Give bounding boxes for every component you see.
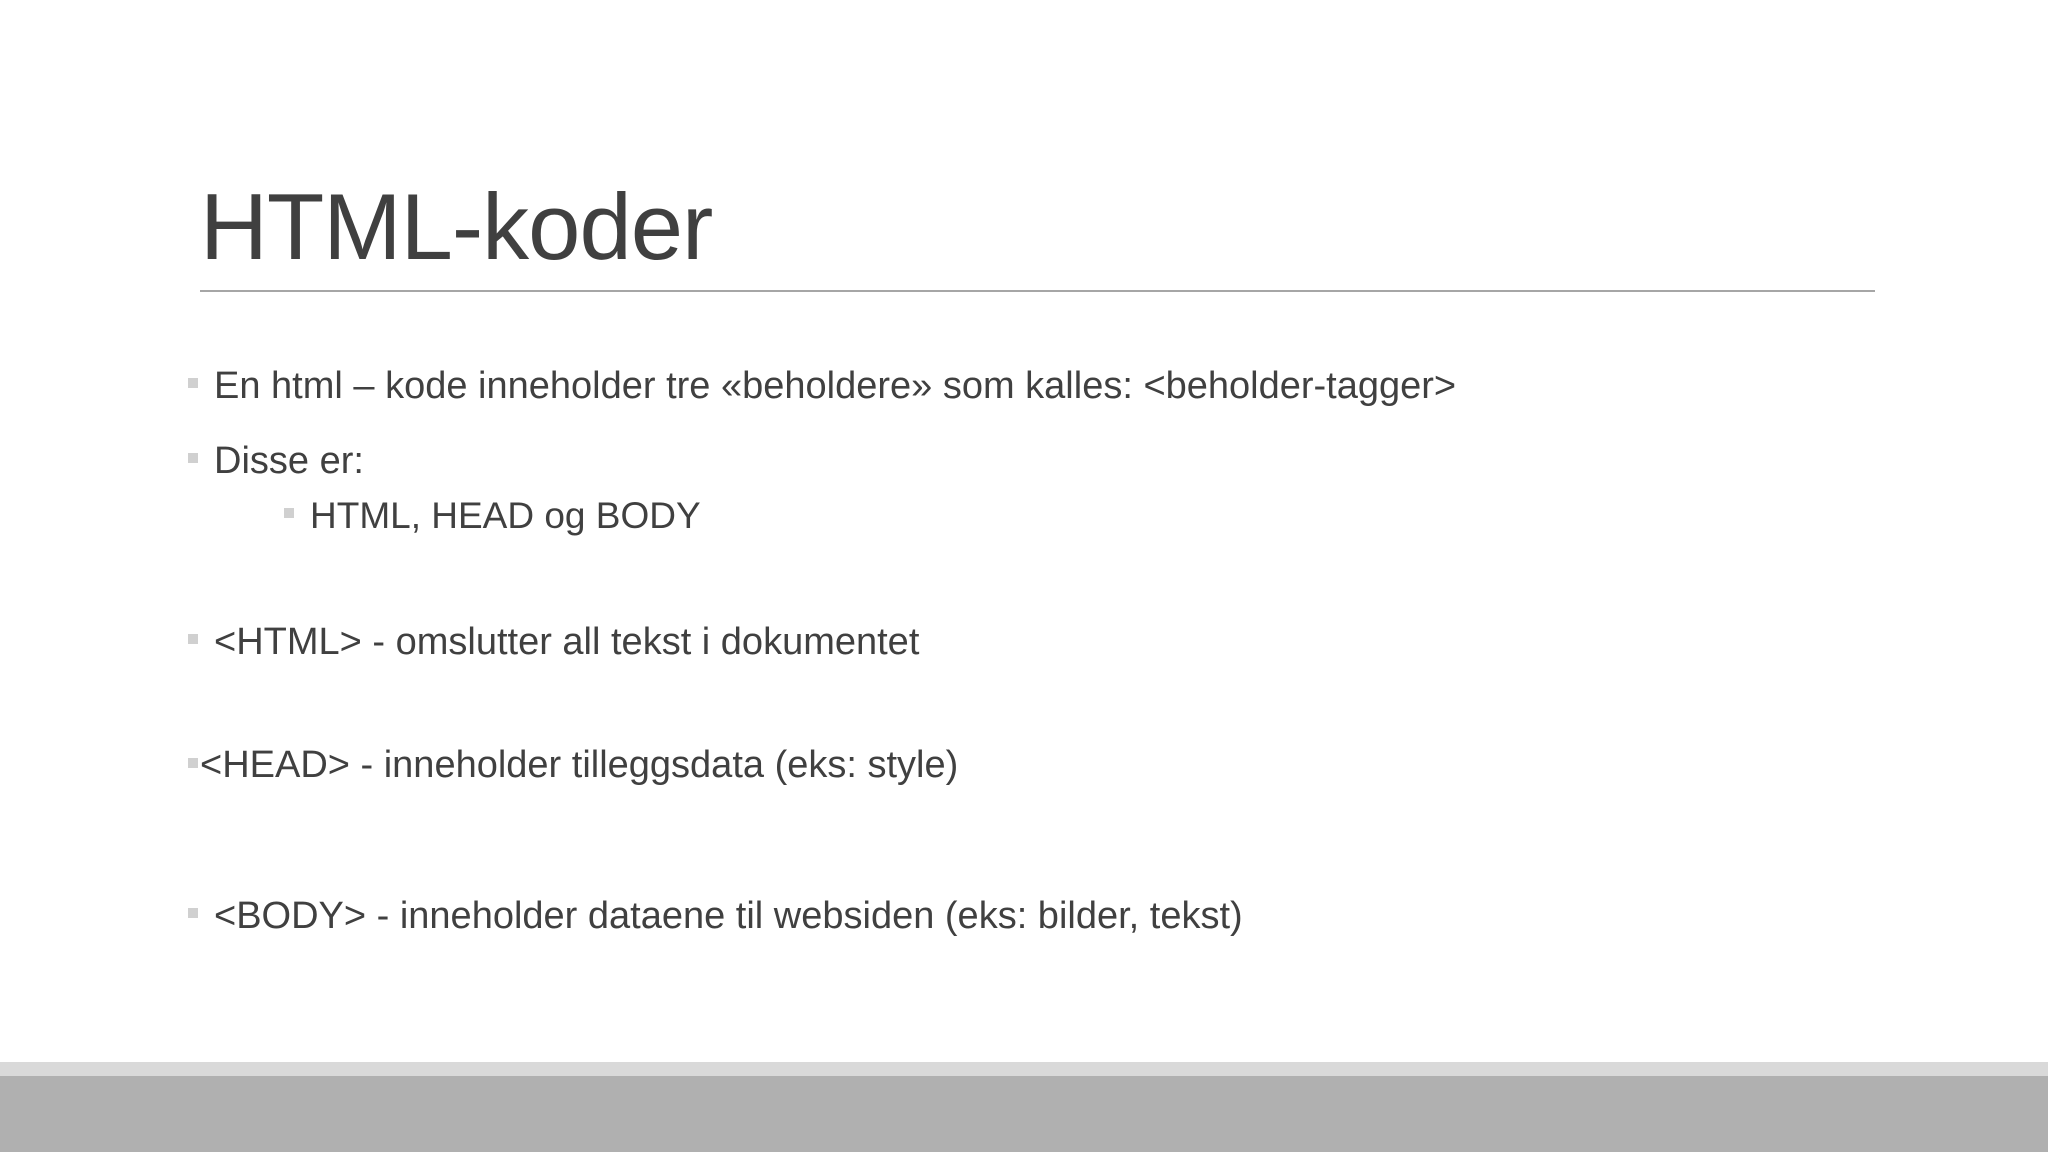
bullet-item: [188, 361, 1456, 411]
square-bullet-icon: [188, 378, 198, 388]
bullet-text: <BODY> - inneholder dataene til websiden (eks: bilder, tekst): [214, 895, 1243, 937]
bullet-item: [188, 740, 958, 790]
footer-band-dark: [0, 1076, 2048, 1152]
bullet-text: <HTML> - omslutter all tekst i dokumentet: [214, 621, 920, 663]
bullet-item: [188, 891, 1243, 941]
footer-band-light: [0, 1062, 2048, 1076]
square-bullet-icon: [284, 508, 294, 518]
bullet-text: Disse er:: [214, 440, 364, 482]
bullet-text: <HEAD> - inneholder tilleggsdata (eks: style): [200, 744, 959, 786]
bullet-item: [188, 436, 364, 486]
slide-title: HTML-koder: [200, 174, 713, 279]
sub-bullet-item: [284, 491, 701, 541]
title-divider: [200, 290, 1875, 292]
bullet-text: En html – kode inneholder tre «beholdere» som kalles: <beholder-tagger>: [214, 365, 1457, 407]
square-bullet-icon: [188, 758, 198, 768]
bullet-text: HTML, HEAD og BODY: [310, 495, 701, 536]
square-bullet-icon: [188, 453, 198, 463]
square-bullet-icon: [188, 634, 198, 644]
bullet-item: [188, 617, 919, 667]
square-bullet-icon: [188, 908, 198, 918]
